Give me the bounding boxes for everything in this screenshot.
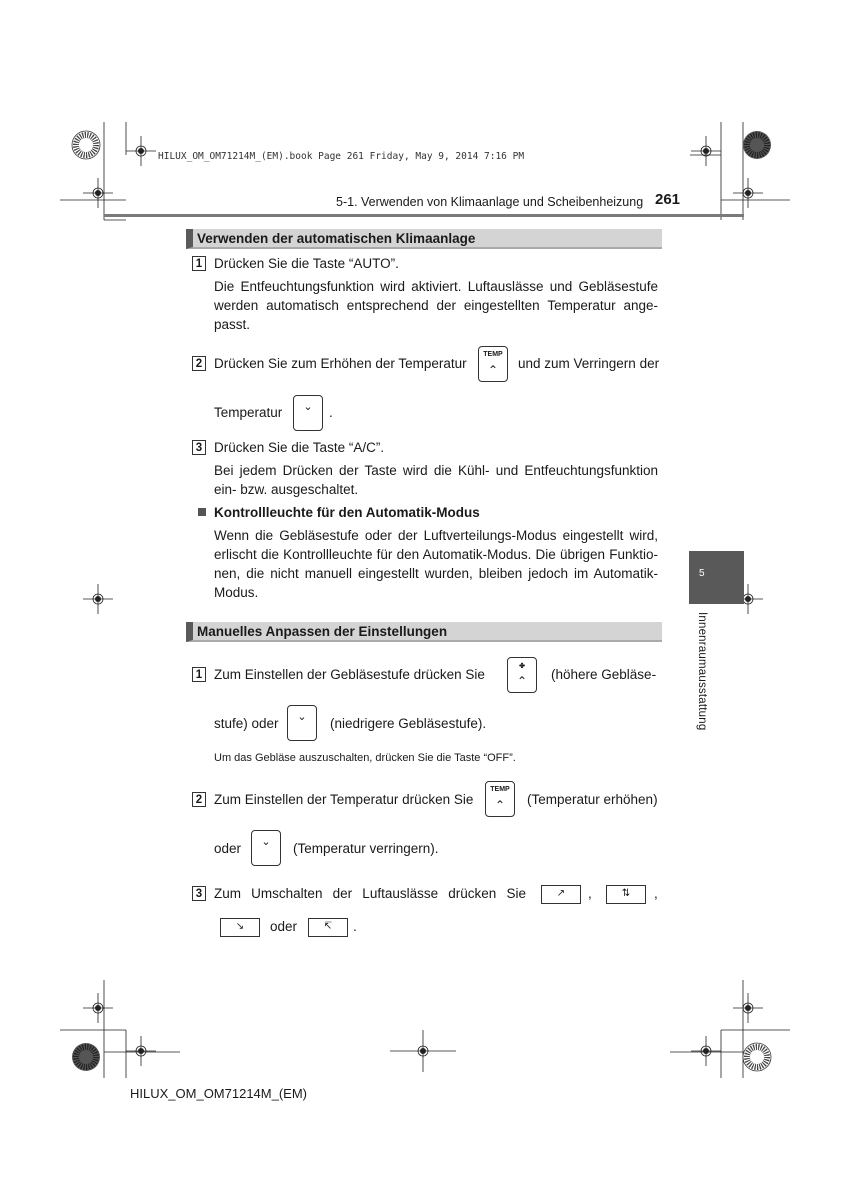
step-description: Bei jedem Drücken der Taste wird die Kühl- und Entfeuchtungsfunktion ein- bzw. ausgeschaltet. (214, 463, 658, 497)
step-number: 1 (192, 667, 206, 682)
chapter-label: Innenraumausstattung (696, 612, 708, 731)
sub-description: Wenn die Gebläsestufe oder der Luftverteilungs-Modus eingestellt wird, erlischt die Kontrollleuchte für den Automatik-Modus. Die übrigen Funktio-nen, die nicht manuell eingestellt wurden, bleiben jedoch im Automatik-Modus. (214, 528, 658, 600)
step-text: . (329, 405, 333, 420)
fan-down-button-icon (287, 705, 317, 741)
step-number: 2 (192, 792, 206, 807)
subheading: Kontrollleuchte für den Automatik-Modus (214, 505, 480, 520)
step-text: Temperatur (214, 405, 283, 420)
chevron-up-icon: ⌃ (487, 363, 499, 377)
square-bullet-icon (198, 508, 206, 516)
step-text: . (353, 919, 357, 934)
step-text: Zum Einstellen der Temperatur drücken Sie (214, 792, 474, 807)
chevron-up-icon: ⌃ (516, 674, 528, 688)
page-number: 261 (655, 191, 681, 208)
temp-up-button-icon: TEMP ⌃ (485, 781, 515, 817)
separator: , (654, 886, 658, 901)
step-text: (Temperatur verringern). (293, 841, 439, 856)
note-text: Um das Gebläse auszuschalten, drücken Sie die Taste “OFF”. (214, 752, 516, 764)
vent-bilevel-button-icon: ⇅ (606, 885, 646, 904)
separator: , (588, 886, 592, 901)
running-header: 5-1. Verwenden von Klimaanlage und Scheibenheizung (336, 195, 644, 209)
chapter-tab: 5 (689, 551, 744, 604)
temp-down-button-icon (251, 830, 281, 866)
chevron-down-icon: ⌄ (303, 401, 313, 413)
temp-down-button-icon (293, 395, 323, 431)
section-heading: Manuelles Anpassen der Einstellungen (186, 622, 662, 642)
step-text: Drücken Sie die Taste “A/C”. (214, 440, 385, 455)
section-heading: Verwenden der automatischen Klimaanlage (186, 229, 662, 249)
temp-up-button-icon: TEMP ⌃ (478, 346, 508, 382)
step-text: (niedrigere Gebläsestufe). (330, 716, 487, 731)
step-number: 3 (192, 886, 206, 901)
step-text: oder (214, 841, 242, 856)
fan-icon: ✤ (519, 663, 525, 670)
step-description: Die Entfeuchtungsfunktion wird aktiviert. Luftauslässe und Gebläsestufe werden automatisch entsprechend der eingestellten Temperatur ange-passt. (214, 279, 658, 332)
vent-feet-defrost-button-icon: ↸ (308, 918, 348, 937)
step-text: Zum Einstellen der Gebläsestufe drücken Sie (214, 667, 485, 682)
header-rule (104, 214, 744, 217)
step-text: stufe) oder (214, 716, 279, 731)
step-number: 3 (192, 440, 206, 455)
footer-code: HILUX_OM_OM71214M_(EM) (130, 1086, 307, 1101)
step-number: 1 (192, 256, 206, 271)
vent-face-button-icon: ↗ (541, 885, 581, 904)
print-header: HILUX_OM_OM71214M_(EM).book Page 261 Friday, May 9, 2014 7:16 PM (158, 151, 525, 162)
vent-feet-button-icon: ↘ (220, 918, 260, 937)
chevron-up-icon: ⌃ (494, 798, 506, 812)
chevron-down-icon: ⌄ (297, 711, 307, 723)
step-number: 2 (192, 356, 206, 371)
step-text: Drücken Sie die Taste “AUTO”. (214, 256, 399, 271)
step-text: Drücken Sie zum Erhöhen der Temperatur (214, 356, 467, 371)
step-text: (Temperatur erhöhen) (527, 792, 658, 807)
step-text: und zum Verringern der (518, 356, 660, 371)
step-text: (höhere Gebläse- (551, 667, 657, 682)
step-text: Zum Umschalten der Luftauslässe drücken Sie (214, 886, 526, 901)
chevron-down-icon: ⌄ (261, 836, 271, 848)
fan-up-button-icon (507, 657, 537, 693)
step-text: oder (270, 919, 298, 934)
